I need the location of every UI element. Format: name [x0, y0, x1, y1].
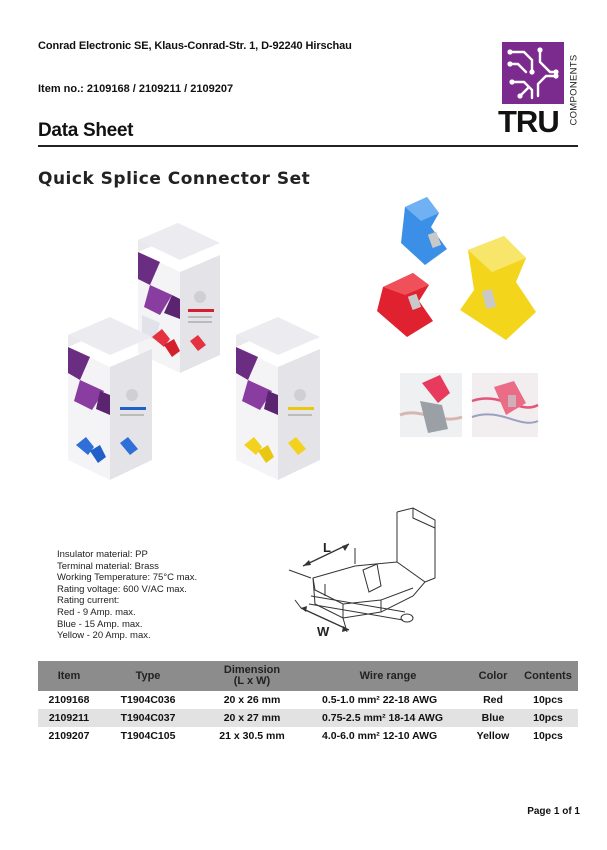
- spec-line: Working Temperature: 75°C max.: [57, 572, 198, 584]
- logo-circuit-tile: [502, 42, 564, 104]
- cell-item: 2109207: [48, 730, 90, 742]
- cell-color: Blue: [481, 712, 505, 724]
- spec-line: Insulator material: PP: [57, 549, 148, 560]
- dimension-drawing: [285, 500, 445, 650]
- cell-dimension: 21 x 30.5 mm: [219, 730, 285, 742]
- cell-contents: 10pcs: [533, 730, 563, 742]
- width-label: W: [317, 624, 330, 639]
- cell-type: T1904C036: [120, 694, 176, 706]
- usage-photo-left: [400, 373, 462, 437]
- cell-contents: 10pcs: [533, 694, 563, 706]
- tru-components-logo: [498, 42, 580, 140]
- col-item: Item: [57, 670, 81, 682]
- col-dimension: Dimension (L x W): [223, 664, 281, 687]
- spec-line: Yellow - 20 Amp. max.: [57, 630, 151, 642]
- table-row: [38, 691, 578, 709]
- product-title: Quick Splice Connector Set: [38, 169, 311, 189]
- cell-type: T1904C105: [120, 730, 176, 742]
- blue-box-image: [68, 317, 152, 480]
- table-row: [38, 727, 578, 745]
- circuit-icon: [502, 42, 564, 104]
- cell-contents: 10pcs: [533, 712, 563, 724]
- header-rule: [38, 145, 578, 147]
- logo-brand: TRU: [498, 104, 559, 139]
- col-color: Color: [478, 670, 508, 682]
- product-photos: [60, 195, 580, 495]
- cell-color: Yellow: [476, 730, 510, 742]
- cell-dimension: 20 x 27 mm: [223, 712, 281, 724]
- product-table: [38, 661, 578, 745]
- spec-line: Rating current:: [57, 595, 120, 607]
- sheet-title: Data Sheet: [38, 120, 134, 141]
- cell-wire-range: 4.0-6.0 mm² 12-10 AWG: [322, 730, 438, 742]
- cell-item: 2109211: [48, 712, 90, 724]
- logo-components-text: COMPONENTS: [568, 54, 580, 126]
- item-numbers: Item no.: 2109168 / 2109211 / 2109207: [38, 83, 234, 95]
- company-address: Conrad Electronic SE, Klaus-Conrad-Str. 1, D-92240 Hirschau: [38, 40, 352, 52]
- cell-wire-range: 0.5-1.0 mm² 22-18 AWG: [322, 694, 438, 706]
- cell-dimension: 20 x 26 mm: [223, 694, 281, 706]
- col-wire-range: Wire range: [359, 670, 417, 682]
- table-header: [38, 661, 578, 691]
- cell-color: Red: [483, 694, 503, 706]
- spec-list: [57, 549, 197, 642]
- cell-item: 2109168: [48, 694, 90, 706]
- red-connector-image: [377, 273, 433, 337]
- yellow-box-image: [236, 317, 320, 480]
- usage-photo-right: [472, 373, 538, 437]
- page-number: Page 1 of 1: [527, 806, 580, 817]
- cell-wire-range: 0.75-2.5 mm² 18-14 AWG: [322, 712, 443, 724]
- cell-type: T1904C037: [120, 712, 176, 724]
- yellow-connector-image: [460, 236, 536, 340]
- spec-line: Red - 9 Amp. max.: [57, 606, 136, 618]
- spec-line: Blue - 15 Amp. max.: [57, 618, 143, 630]
- length-label: L: [323, 540, 331, 555]
- table-row: [38, 709, 578, 727]
- col-contents: Contents: [524, 670, 572, 682]
- spec-line: Terminal material: Brass: [57, 560, 159, 572]
- spec-line: Rating voltage: 600 V/AC max.: [57, 583, 187, 595]
- col-type: Type: [135, 670, 161, 682]
- blue-connector-image: [401, 197, 447, 265]
